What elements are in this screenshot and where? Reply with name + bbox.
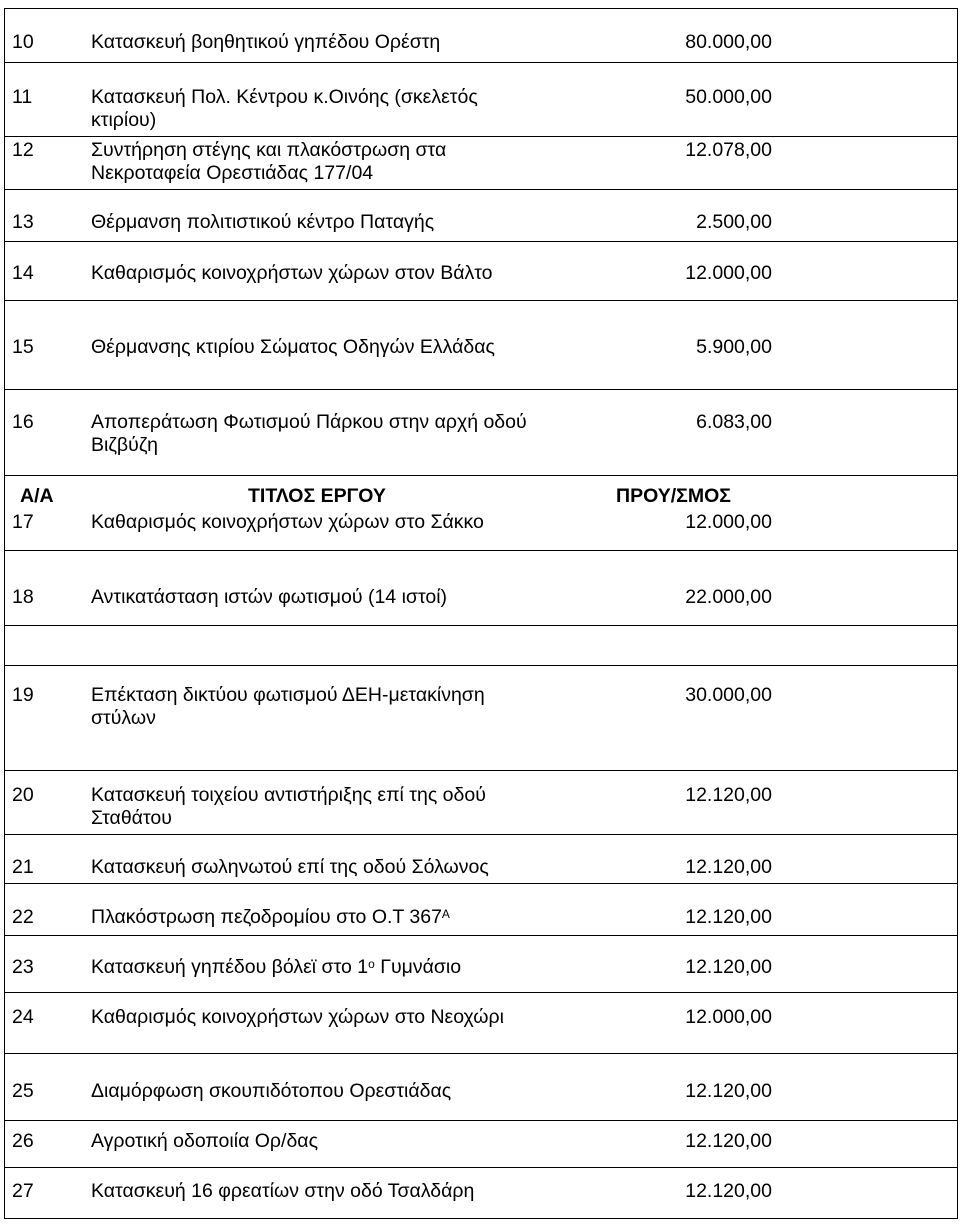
project-title-text: Νεκροταφεία Ορεστιάδας 177/04 [91,162,374,184]
project-title-text: Κατασκευή σωληνωτού επί της οδού Σόλωνος [91,856,489,878]
budget-amount: 12.120,00 [685,1180,772,1202]
budget-amount: 12.000,00 [685,1006,772,1028]
row-divider [4,62,958,63]
budget-amount: 12.000,00 [685,511,772,533]
row-divider [4,389,958,390]
row-divider [4,189,958,190]
project-title-text: Αντικατάσταση ιστών φωτισμού (14 ιστοί) [91,586,448,608]
project-title-text: Καθαρισμός κοινοχρήστων χώρων στο Νεοχώρι [91,1006,504,1028]
row-number: 11 [12,86,33,108]
row-divider [4,992,958,993]
row-divider [4,136,958,137]
budget-amount: 12.120,00 [685,856,772,878]
header-col-num: Α/Α [20,485,54,507]
table-border [4,8,5,1218]
row-divider [4,8,958,9]
row-number: 16 [12,411,34,433]
row-divider [4,625,958,626]
row-number: 25 [12,1080,34,1102]
project-title-text: Συντήρηση στέγης και πλακόστρωση στα [91,139,447,161]
budget-amount: 2.500,00 [696,211,772,233]
row-number: 10 [12,31,34,53]
budget-amount: 50.000,00 [685,86,772,108]
budget-amount: 80.000,00 [685,31,772,53]
superscript: Α [441,907,450,921]
budget-amount: 22.000,00 [685,586,772,608]
superscript: ο [368,957,375,971]
row-divider [4,935,958,936]
row-number: 24 [12,1006,34,1028]
project-title [91,707,156,730]
row-divider [4,550,958,551]
project-title-text: Αγροτική οδοποιία Ορ/δας [91,1130,318,1152]
budget-amount: 12.120,00 [685,1130,772,1152]
budget-amount: 30.000,00 [685,684,772,706]
budget-amount: 12.120,00 [685,906,772,928]
row-divider [4,1053,958,1054]
project-title-text: Αποπεράτωση Φωτισμού Πάρκου στην αρχή οδού [91,411,527,433]
budget-amount: 12.078,00 [685,139,772,161]
row-divider [4,300,958,301]
project-title-text: Κατασκευή γηπέδου βόλεϊ στο 1 [91,956,369,978]
row-divider [4,1167,958,1168]
budget-amount: 12.120,00 [685,1080,772,1102]
project-title-text: Κατασκευή 16 φρεατίων στην οδό Τσαλδάρη [91,1180,475,1202]
project-title-text: Καθαρισμός κοινοχρήστων χώρων στον Βάλτο [91,262,493,284]
project-title-text: Επέκταση δικτύου φωτισμού ΔΕΗ-μετακίνηση [91,684,485,706]
row-number: 17 [12,511,34,533]
row-number: 23 [12,956,34,978]
project-title-suffix: Γυμνάσιο [374,956,462,978]
project-title-text: Θέρμανσης κτιρίου Σώματος Οδηγών Ελλάδας [91,336,495,358]
header-col-title: ΤΙΤΛΟΣ ΕΡΓΟΥ [248,485,386,507]
project-title [91,162,373,185]
row-number: 26 [12,1130,34,1152]
budget-amount: 12.000,00 [685,262,772,284]
row-divider [4,1218,958,1219]
row-divider [4,770,958,771]
project-title-text: Κατασκευή βοηθητικού γηπέδου Ορέστη [91,31,441,53]
row-number: 20 [12,784,34,806]
row-number: 22 [12,906,34,928]
project-title-text: στύλων [91,707,156,729]
budget-amount: 12.120,00 [685,784,772,806]
project-title-text: Κατασκευή τοιχείου αντιστήριξης επί της οδού [91,784,486,806]
budget-amount: 12.120,00 [685,956,772,978]
project-title [91,109,156,132]
project-title [91,807,172,830]
row-number: 14 [12,262,34,284]
row-number: 12 [12,139,34,161]
row-divider [4,834,958,835]
row-divider [4,883,958,884]
table-border [957,8,958,1218]
project-title-text: Βιζβύζη [91,434,158,456]
row-divider [4,1120,958,1121]
project-title-text: Κατασκευή Πολ. Κέντρου κ.Οινόης (σκελετός [91,86,478,108]
project-title-text: Σταθάτου [91,807,172,829]
row-number: 13 [12,211,34,233]
row-number: 15 [12,336,34,358]
row-number: 18 [12,586,34,608]
header-col-budget: ΠΡΟΥ/ΣΜΟΣ [616,485,731,507]
project-title [91,434,158,457]
project-title-text: Διαμόρφωση σκουπιδότοπου Ορεστιάδας [91,1080,452,1102]
project-title-text: Καθαρισμός κοινοχρήστων χώρων στο Σάκκο [91,511,484,533]
row-divider [4,241,958,242]
row-number: 21 [12,856,34,878]
project-title-text: Θέρμανση πολιτιστικού κέντρο Παταγής [91,211,435,233]
project-title-text: κτιρίου) [91,109,157,131]
project-title-text: Πλακόστρωση πεζοδρομίου στο Ο.Τ 367 [91,906,442,928]
budget-amount: 5.900,00 [696,336,772,358]
budget-amount: 6.083,00 [696,411,772,433]
row-number: 19 [12,684,34,706]
row-divider [4,665,958,666]
row-divider [4,475,958,476]
row-number: 27 [12,1180,34,1202]
